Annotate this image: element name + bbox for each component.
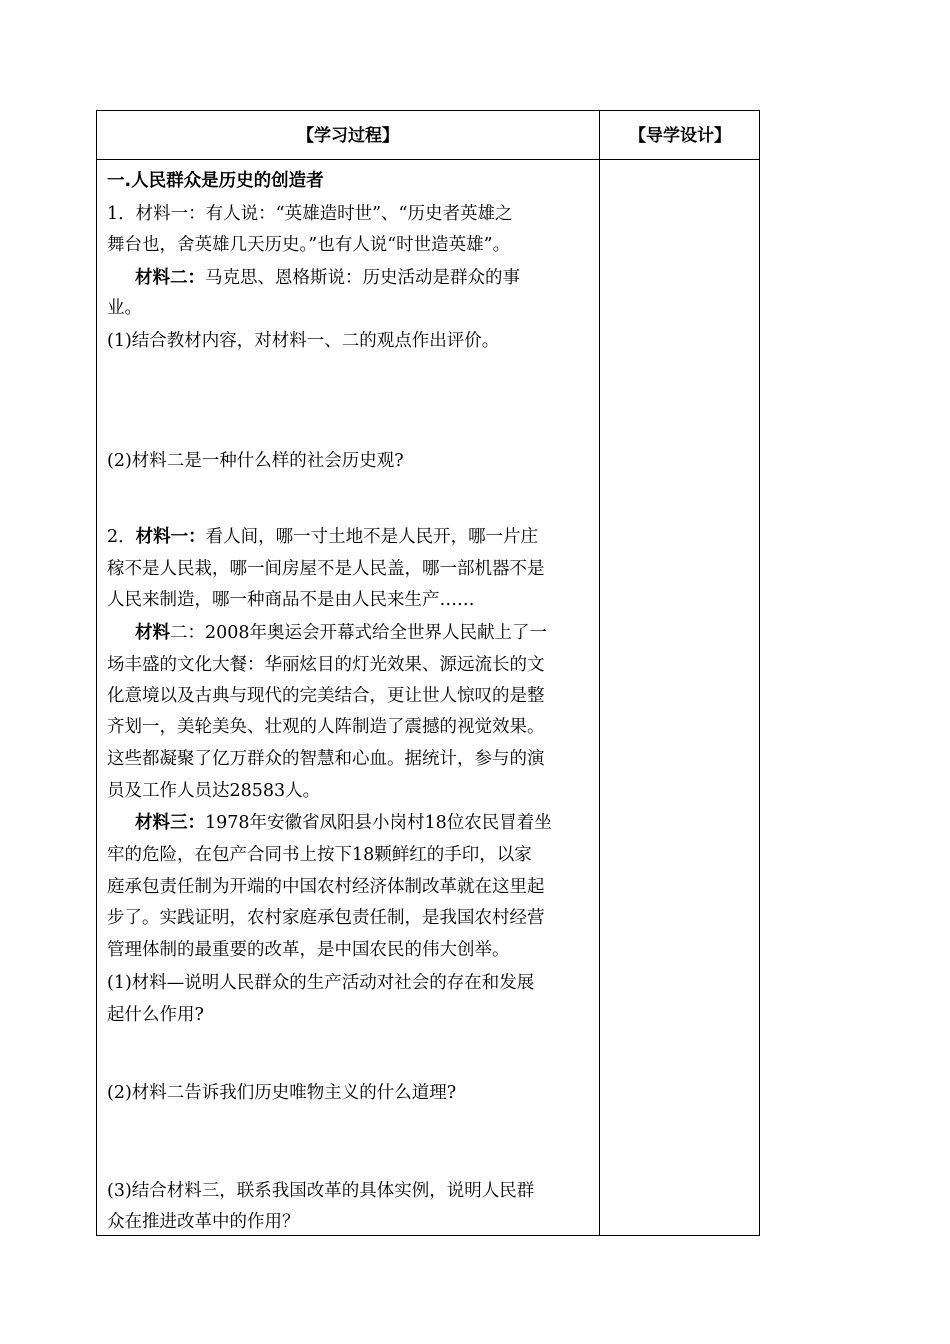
q2-line: 齐划一，美轮美奂、壮观的人阵制造了震撼的视觉效果。 xyxy=(107,717,545,737)
header-study-process: 【学习过程】 xyxy=(297,126,399,146)
column-divider xyxy=(599,111,600,1235)
material-label: 材料三： xyxy=(135,813,205,833)
q1-material2 xyxy=(135,266,520,290)
q2-line: 场丰盛的文化大餐：华丽炫目的灯光效果、源远流长的文 xyxy=(107,655,545,675)
q2-material1 xyxy=(107,525,538,549)
material-label: 材料一： xyxy=(135,527,206,547)
q2-line: 员及工作人员达28583人。 xyxy=(107,781,321,801)
material-text: 马克思、恩格斯说：历史活动是群众的事 xyxy=(205,268,520,288)
q2-line: 化意境以及古典与现代的完美结合，更让世人惊叹的是整 xyxy=(107,686,545,706)
q2-line: 人民来制造，哪一种商品不是由人民来生产…… xyxy=(107,590,475,610)
q2-sub2: (2)材料二告诉我们历史唯物主义的什么道理? xyxy=(107,1083,457,1103)
q2-sub3: (3)结合材料三，联系我国改革的具体实例，说明人民群 xyxy=(107,1181,535,1201)
section-title: 一.人民群众是历史的创造者 xyxy=(107,171,324,191)
header-divider xyxy=(97,159,759,160)
q2-line: 牢的危险，在包产合同书上按下18颗鲜红的手印，以家 xyxy=(107,845,532,865)
q2-material3 xyxy=(135,811,552,835)
header-guide-design: 【导学设计】 xyxy=(629,126,731,146)
material-text: 看人间，哪一寸土地不是人民开，哪一片庄 xyxy=(205,527,539,547)
question-number: 2． xyxy=(107,527,136,547)
material-label: 材料 xyxy=(135,623,170,643)
material-label: 材料二： xyxy=(135,268,205,288)
q2-line: 步了。实践证明，农村家庭承包责任制，是我国农村经营 xyxy=(107,908,545,928)
q1-line: 1．材料一：有人说：“英雄造时世”、“历史者英雄之 xyxy=(107,204,513,224)
q1-line: 舞台也，舍英雄几天历史。”也有人说“时世造英雄”。 xyxy=(107,235,511,255)
q2-sub1: 起什么作用? xyxy=(107,1005,204,1025)
material-text: 二：2008年奥运会开幕式给全世界人民献上了一 xyxy=(170,623,548,643)
q1-line: 业。 xyxy=(107,298,142,318)
study-table xyxy=(96,110,760,1236)
q2-line: 庭承包责任制为开端的中国农村经济体制改革就在这里起 xyxy=(107,877,545,897)
material-text: 1978年安徽省凤阳县小岗村18位农民冒着坐 xyxy=(205,813,552,833)
q2-sub3: 众在推进改革中的作用？ xyxy=(107,1212,300,1232)
q2-material2 xyxy=(135,621,547,645)
q2-line: 管理体制的最重要的改革，是中国农民的伟大创举。 xyxy=(107,940,510,960)
q2-line: 稼不是人民栽，哪一间房屋不是人民盖，哪一部机器不是 xyxy=(107,559,545,579)
q2-line: 这些都凝聚了亿万群众的智慧和心血。据统计，参与的演 xyxy=(107,749,545,769)
q2-sub1: (1)材料—说明人民群众的生产活动对社会的存在和发展 xyxy=(107,973,535,993)
q1-sub1: (1)结合教材内容，对材料一、二的观点作出评价。 xyxy=(107,331,500,351)
q1-sub2: (2)材料二是一种什么样的社会历史观? xyxy=(107,451,404,471)
